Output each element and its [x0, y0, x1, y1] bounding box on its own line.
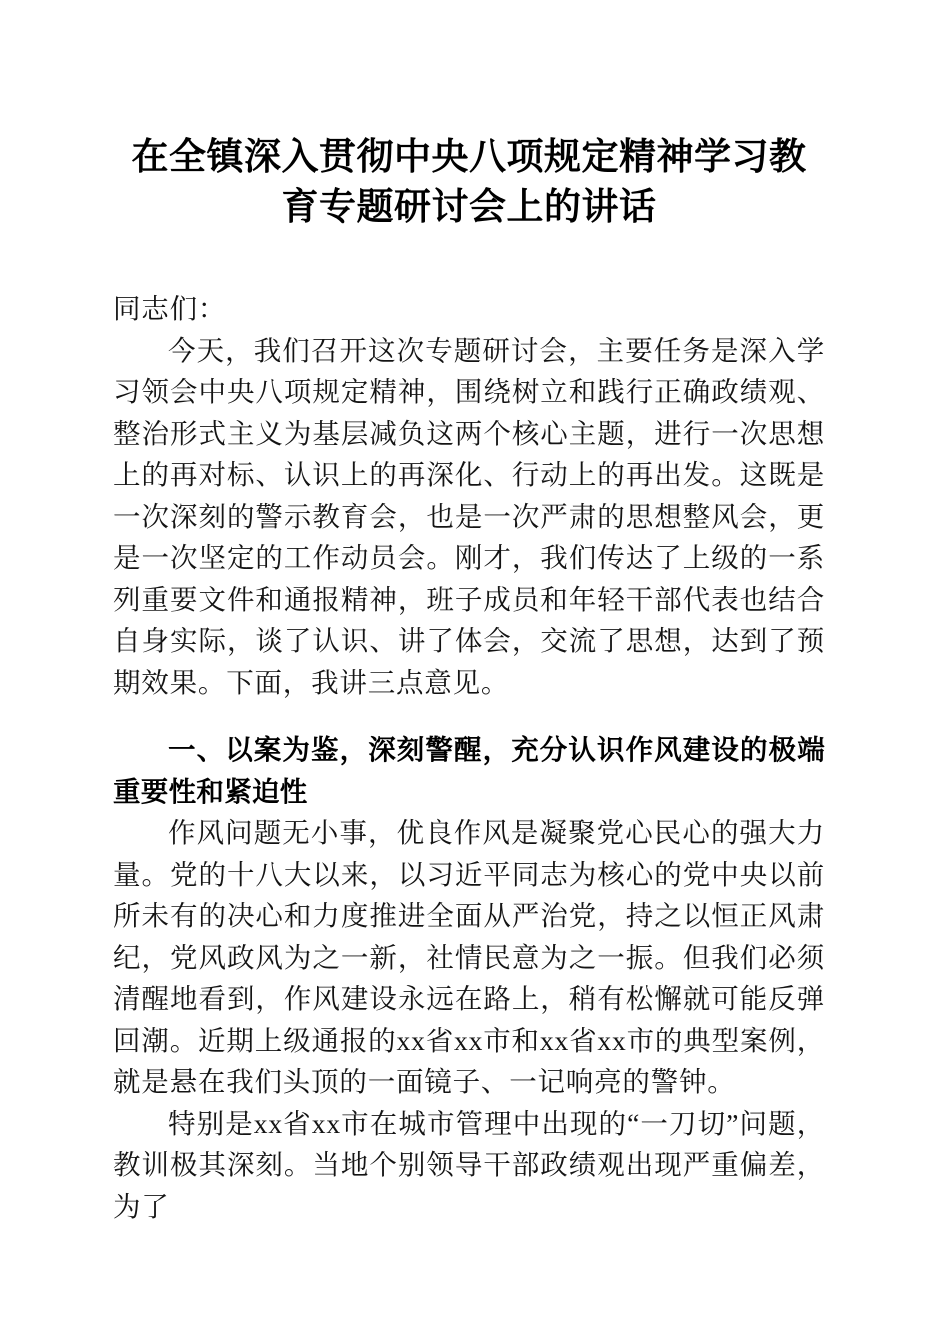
page-title: 在全镇深入贯彻中央八项规定精神学习教育专题研讨会上的讲话 — [131, 137, 807, 228]
body-paragraph-3: 特别是xx省xx市在城市管理中出现的“一刀切”问题，教训极其深刻。当地个别领导干部政绩观出现严重偏差，为了 — [113, 1107, 825, 1222]
section-heading-1: 一、以案为鉴，深刻警醒，充分认识作风建设的极端重要性和紧迫性 — [113, 734, 825, 807]
body-paragraph-1: 今天，我们召开这次专题研讨会，主要任务是深入学习领会中央八项规定精神，围绕树立和践行正确政绩观、整治形式主义为基层减负这两个核心主题，进行一次思想上的再对标、认识上的再深化、行动上的再出发。这既是一次深刻的警示教育会，也是一次严肃的思想整风会，更是一次坚定的工作动员会。刚才，我们传达了上级的一系列重要文件和通报精神，班子成员和年轻干部代表也结合自身实际，谈了认识、讲了体会，交流了思想，达到了预期效果。下面，我讲三点意见。 — [113, 334, 825, 698]
page-content — [113, 0, 825, 1227]
paragraph-spacer — [113, 703, 825, 715]
salutation-line: 同志们： — [113, 293, 227, 324]
body-paragraph-2: 作风问题无小事，优良作风是凝聚党心民心的强大力量。党的十八大以来，以习近平同志为核心的党中央以前所未有的决心和力度推进全面从严治党，持之以恒正风肃纪，党风政风为之一新，社情民意为之一振。但我们必须清醒地看到，作风建设永远在路上，稍有松懈就可能反弹回潮。近期上级通报的xx省xx市和xx省xx市的典型案例，就是悬在我们头顶的一面镜子、一记响亮的警钟。 — [113, 817, 825, 1097]
